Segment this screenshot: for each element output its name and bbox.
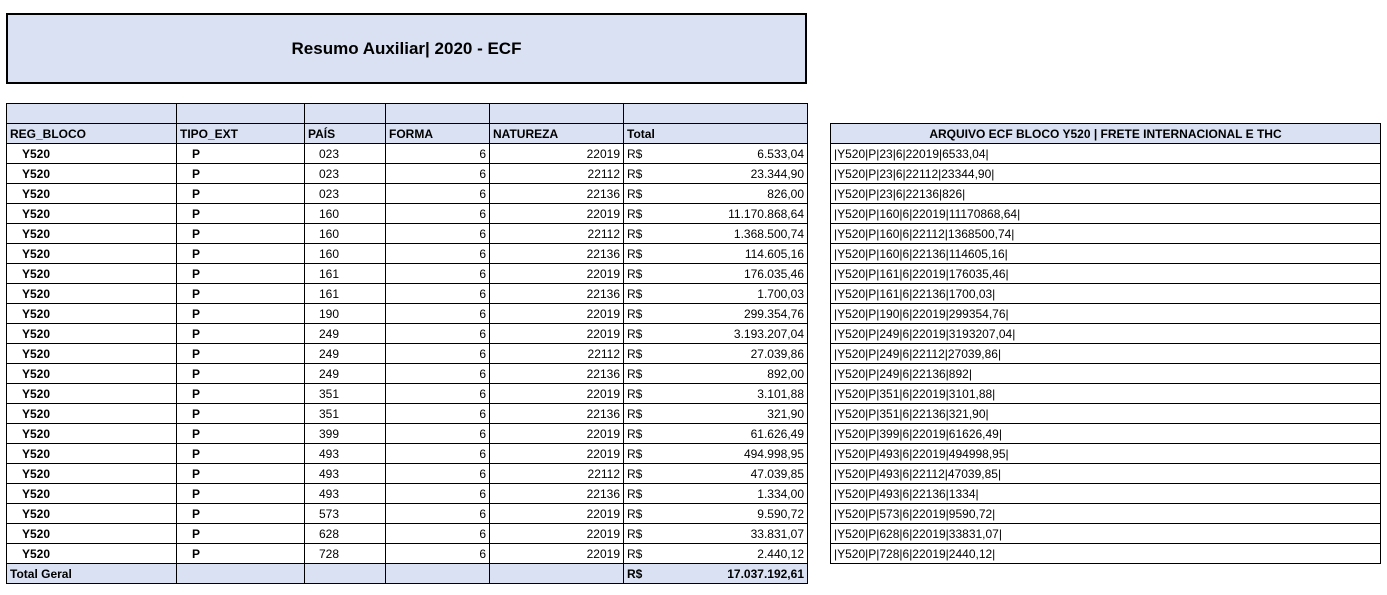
forma-cell[interactable]: 6 — [386, 464, 490, 484]
currency-label: R$ — [627, 206, 643, 221]
total-cell-content — [627, 525, 804, 543]
currency-label: R$ — [627, 506, 643, 521]
total-value: 61.626,49 — [750, 426, 804, 441]
tipo-ext-cell[interactable]: P — [177, 264, 305, 284]
grand-total-cell[interactable] — [624, 564, 808, 584]
ecf-row — [831, 204, 1381, 224]
currency-label: R$ — [627, 526, 643, 541]
tipo-ext-cell[interactable]: P — [177, 544, 305, 564]
table-row — [7, 264, 808, 284]
ecf-row — [831, 424, 1381, 444]
total-cell[interactable] — [624, 384, 808, 404]
total-value: 3.101,88 — [757, 386, 804, 401]
natureza-cell[interactable]: 22019 — [490, 384, 624, 404]
tipo-ext-cell[interactable]: P — [177, 484, 305, 504]
total-cell[interactable] — [624, 444, 808, 464]
pais-cell[interactable]: 573 — [305, 504, 386, 524]
forma-cell[interactable]: 6 — [386, 184, 490, 204]
total-cell-content — [627, 365, 804, 383]
forma-cell[interactable]: 6 — [386, 324, 490, 344]
tipo-ext-cell[interactable]: P — [177, 464, 305, 484]
total-value: 3.193.207,04 — [733, 326, 804, 341]
reg-bloco-cell[interactable]: Y520 — [7, 504, 177, 524]
ecf-row — [831, 144, 1381, 164]
reg-bloco-cell[interactable]: Y520 — [7, 344, 177, 364]
reg-bloco-cell[interactable]: Y520 — [7, 464, 177, 484]
total-cell[interactable] — [624, 264, 808, 284]
reg-bloco-cell[interactable]: Y520 — [7, 524, 177, 544]
col-header-natureza[interactable]: NATUREZA — [490, 124, 624, 144]
total-cell-content — [627, 425, 804, 443]
total-value: 892,00 — [767, 366, 804, 381]
ecf-line-cell[interactable]: |Y520|P|493|6|22136|1334| — [831, 484, 1381, 504]
table-row — [7, 364, 808, 384]
tipo-ext-cell[interactable]: P — [177, 364, 305, 384]
reg-bloco-cell[interactable]: Y520 — [7, 284, 177, 304]
ecf-row — [831, 404, 1381, 424]
pais-cell[interactable]: 160 — [305, 204, 386, 224]
currency-label: R$ — [627, 306, 643, 321]
forma-cell[interactable]: 6 — [386, 304, 490, 324]
total-cell[interactable] — [624, 504, 808, 524]
tipo-ext-cell[interactable]: P — [177, 244, 305, 264]
table-row — [7, 504, 808, 524]
reg-bloco-cell[interactable]: Y520 — [7, 164, 177, 184]
total-value: 6.533,04 — [757, 146, 804, 161]
total-cell-content — [627, 325, 804, 343]
forma-cell[interactable]: 6 — [386, 164, 490, 184]
total-value: 11.170.868,64 — [728, 206, 804, 221]
total-cell-content — [627, 405, 804, 423]
reg-bloco-cell[interactable]: Y520 — [7, 144, 177, 164]
natureza-cell[interactable]: 22019 — [490, 424, 624, 444]
currency-label: R$ — [627, 466, 643, 481]
pais-cell[interactable]: 351 — [305, 384, 386, 404]
natureza-cell[interactable]: 22019 — [490, 544, 624, 564]
total-cell-content — [627, 385, 804, 403]
pais-cell[interactable]: 249 — [305, 324, 386, 344]
total-cell[interactable] — [624, 344, 808, 364]
total-cell-content — [627, 205, 804, 223]
natureza-cell[interactable]: 22019 — [490, 324, 624, 344]
reg-bloco-cell[interactable]: Y520 — [7, 184, 177, 204]
total-cell[interactable] — [624, 144, 808, 164]
empty-cell[interactable] — [177, 564, 305, 584]
total-value: 176.035,46 — [743, 266, 804, 281]
empty-cell[interactable] — [490, 564, 624, 584]
total-cell-content — [627, 445, 804, 463]
total-cell-content — [627, 505, 804, 523]
ecf-line-cell[interactable]: |Y520|P|160|6|22136|114605,16| — [831, 244, 1381, 264]
ecf-line-cell[interactable]: |Y520|P|160|6|22019|11170868,64| — [831, 204, 1381, 224]
tipo-ext-cell[interactable]: P — [177, 444, 305, 464]
ecf-line-cell[interactable]: |Y520|P|23|6|22136|826| — [831, 184, 1381, 204]
reg-bloco-cell[interactable]: Y520 — [7, 304, 177, 324]
natureza-cell[interactable]: 22019 — [490, 204, 624, 224]
total-value: 1.700,03 — [757, 286, 804, 301]
ecf-row — [831, 184, 1381, 204]
pais-cell[interactable]: 351 — [305, 404, 386, 424]
pais-cell[interactable]: 023 — [305, 164, 386, 184]
ecf-line-cell[interactable]: |Y520|P|493|6|22112|47039,85| — [831, 464, 1381, 484]
natureza-cell[interactable]: 22136 — [490, 184, 624, 204]
total-value: 299.354,76 — [743, 306, 804, 321]
currency-label: R$ — [627, 426, 643, 441]
ecf-row — [831, 444, 1381, 464]
ecf-header-row — [831, 124, 1381, 144]
total-value: 9.590,72 — [757, 506, 804, 521]
reg-bloco-cell[interactable]: Y520 — [7, 324, 177, 344]
ecf-line-cell[interactable]: |Y520|P|161|6|22136|1700,03| — [831, 284, 1381, 304]
pais-cell[interactable]: 493 — [305, 464, 386, 484]
empty-cell[interactable] — [305, 564, 386, 584]
total-cell[interactable] — [624, 164, 808, 184]
ecf-row — [831, 384, 1381, 404]
currency-label: R$ — [627, 386, 643, 401]
table-row — [7, 404, 808, 424]
ecf-line-cell[interactable]: |Y520|P|573|6|22019|9590,72| — [831, 504, 1381, 524]
forma-cell[interactable]: 6 — [386, 264, 490, 284]
pais-cell[interactable]: 161 — [305, 264, 386, 284]
table-row — [7, 544, 808, 564]
forma-cell[interactable]: 6 — [386, 544, 490, 564]
forma-cell[interactable]: 6 — [386, 484, 490, 504]
table-row — [7, 204, 808, 224]
tipo-ext-cell[interactable]: P — [177, 384, 305, 404]
grand-total-value: 17.037.192,61 — [727, 566, 804, 581]
pais-cell[interactable]: 023 — [305, 184, 386, 204]
col-header-total[interactable]: Total — [624, 124, 808, 144]
ecf-line-cell[interactable]: |Y520|P|728|6|22019|2440,12| — [831, 544, 1381, 564]
total-cell-content — [627, 165, 804, 183]
ecf-line-cell[interactable]: |Y520|P|23|6|22019|6533,04| — [831, 144, 1381, 164]
total-cell-content — [627, 265, 804, 283]
total-value: 33.831,07 — [750, 526, 804, 541]
ecf-row — [831, 544, 1381, 564]
natureza-cell[interactable]: 22112 — [490, 344, 624, 364]
ecf-line-cell[interactable]: |Y520|P|249|6|22112|27039,86| — [831, 344, 1381, 364]
total-cell-content — [627, 465, 804, 483]
forma-cell[interactable]: 6 — [386, 424, 490, 444]
total-cell[interactable] — [624, 364, 808, 384]
total-cell-content — [627, 225, 804, 243]
currency-label: R$ — [627, 226, 643, 241]
total-value: 494.998,95 — [743, 446, 804, 461]
table-row — [7, 464, 808, 484]
ecf-row — [831, 324, 1381, 344]
forma-cell[interactable]: 6 — [386, 284, 490, 304]
reg-bloco-cell[interactable]: Y520 — [7, 244, 177, 264]
ecf-row — [831, 524, 1381, 544]
table-row — [7, 524, 808, 544]
ecf-row — [831, 504, 1381, 524]
natureza-cell[interactable]: 22112 — [490, 224, 624, 244]
total-cell-content — [627, 145, 804, 163]
ecf-table — [830, 123, 1381, 564]
ecf-line-cell[interactable]: |Y520|P|399|6|22019|61626,49| — [831, 424, 1381, 444]
ecf-row — [831, 264, 1381, 284]
tipo-ext-cell[interactable]: P — [177, 404, 305, 424]
table-row — [7, 384, 808, 404]
grand-total-content — [627, 565, 804, 583]
total-value: 2.440,12 — [757, 546, 804, 561]
table-row — [7, 424, 808, 444]
total-cell-content — [627, 545, 804, 563]
total-cell-content — [627, 245, 804, 263]
pais-cell[interactable]: 628 — [305, 524, 386, 544]
total-cell[interactable] — [624, 224, 808, 244]
forma-cell[interactable]: 6 — [386, 524, 490, 544]
table-row — [7, 184, 808, 204]
pais-cell[interactable]: 493 — [305, 444, 386, 464]
total-value: 23.344,90 — [750, 166, 804, 181]
col-header-tipo-ext[interactable]: TIPO_EXT — [177, 124, 305, 144]
tipo-ext-cell[interactable]: P — [177, 504, 305, 524]
summary-table — [6, 103, 808, 584]
tipo-ext-cell[interactable]: P — [177, 524, 305, 544]
ecf-row — [831, 484, 1381, 504]
natureza-cell[interactable]: 22136 — [490, 244, 624, 264]
tipo-ext-cell[interactable]: P — [177, 184, 305, 204]
column-header-row — [7, 124, 808, 144]
col-header-forma[interactable]: FORMA — [386, 124, 490, 144]
currency-label: R$ — [627, 246, 643, 261]
total-cell[interactable] — [624, 184, 808, 204]
total-cell-content — [627, 485, 804, 503]
tipo-ext-cell[interactable]: P — [177, 224, 305, 244]
ecf-line-cell[interactable]: |Y520|P|160|6|22112|1368500,74| — [831, 224, 1381, 244]
ecf-line-cell[interactable]: |Y520|P|249|6|22019|3193207,04| — [831, 324, 1381, 344]
col-header-pais[interactable]: PAÍS — [305, 124, 386, 144]
total-cell[interactable] — [624, 284, 808, 304]
natureza-cell[interactable]: 22019 — [490, 144, 624, 164]
ecf-line-cell[interactable]: |Y520|P|351|6|22019|3101,88| — [831, 384, 1381, 404]
total-cell[interactable] — [624, 424, 808, 444]
tipo-ext-cell[interactable]: P — [177, 144, 305, 164]
ecf-line-cell[interactable]: |Y520|P|190|6|22019|299354,76| — [831, 304, 1381, 324]
ecf-line-cell[interactable]: |Y520|P|493|6|22019|494998,95| — [831, 444, 1381, 464]
total-value: 47.039,85 — [750, 466, 804, 481]
pais-cell[interactable]: 249 — [305, 364, 386, 384]
grand-total-row — [7, 564, 808, 584]
title-box — [6, 13, 807, 84]
forma-cell[interactable]: 6 — [386, 384, 490, 404]
natureza-cell[interactable]: 22136 — [490, 404, 624, 424]
pais-cell[interactable]: 023 — [305, 144, 386, 164]
total-cell-content — [627, 305, 804, 323]
ecf-row — [831, 344, 1381, 364]
tipo-ext-cell[interactable]: P — [177, 344, 305, 364]
natureza-cell[interactable]: 22136 — [490, 284, 624, 304]
forma-cell[interactable]: 6 — [386, 144, 490, 164]
reg-bloco-cell[interactable]: Y520 — [7, 484, 177, 504]
total-cell[interactable] — [624, 404, 808, 424]
total-value: 321,90 — [767, 406, 804, 421]
ecf-row — [831, 464, 1381, 484]
ecf-row — [831, 224, 1381, 244]
ecf-line-cell[interactable]: |Y520|P|628|6|22019|33831,07| — [831, 524, 1381, 544]
tipo-ext-cell[interactable]: P — [177, 204, 305, 224]
total-value: 27.039,86 — [750, 346, 804, 361]
natureza-cell[interactable]: 22136 — [490, 364, 624, 384]
forma-cell[interactable]: 6 — [386, 204, 490, 224]
total-cell[interactable] — [624, 464, 808, 484]
reg-bloco-cell[interactable]: Y520 — [7, 444, 177, 464]
reg-bloco-cell[interactable]: Y520 — [7, 424, 177, 444]
reg-bloco-cell[interactable]: Y520 — [7, 544, 177, 564]
ecf-row — [831, 244, 1381, 264]
tipo-ext-cell[interactable]: P — [177, 304, 305, 324]
total-value: 114.605,16 — [744, 246, 804, 261]
currency-label: R$ — [627, 146, 643, 161]
natureza-cell[interactable]: 22019 — [490, 524, 624, 544]
pais-cell[interactable]: 190 — [305, 304, 386, 324]
table-row — [7, 444, 808, 464]
forma-cell[interactable]: 6 — [386, 504, 490, 524]
currency-label: R$ — [627, 286, 643, 301]
total-cell[interactable] — [624, 544, 808, 564]
total-value: 1.368.500,74 — [733, 226, 804, 241]
page-title: Resumo Auxiliar| 2020 - ECF — [291, 38, 522, 58]
total-cell[interactable] — [624, 304, 808, 324]
table-row — [7, 484, 808, 504]
ecf-line-cell[interactable]: |Y520|P|249|6|22136|892| — [831, 364, 1381, 384]
total-cell[interactable] — [624, 524, 808, 544]
natureza-cell[interactable]: 22019 — [490, 444, 624, 464]
table-row — [7, 244, 808, 264]
forma-cell[interactable]: 6 — [386, 444, 490, 464]
ecf-row — [831, 364, 1381, 384]
reg-bloco-cell[interactable]: Y520 — [7, 384, 177, 404]
table-row — [7, 284, 808, 304]
currency-label: R$ — [627, 406, 643, 421]
pais-cell[interactable]: 728 — [305, 544, 386, 564]
forma-cell[interactable]: 6 — [386, 404, 490, 424]
blank-header-row — [7, 104, 808, 124]
ecf-row — [831, 164, 1381, 184]
forma-cell[interactable]: 6 — [386, 364, 490, 384]
forma-cell[interactable]: 6 — [386, 224, 490, 244]
reg-bloco-cell[interactable]: Y520 — [7, 204, 177, 224]
currency-label: R$ — [627, 366, 643, 381]
currency-label: R$ — [627, 266, 643, 281]
natureza-cell[interactable]: 22019 — [490, 504, 624, 524]
currency-label: R$ — [627, 486, 643, 501]
tipo-ext-cell[interactable]: P — [177, 284, 305, 304]
currency-label: R$ — [627, 186, 643, 201]
table-row — [7, 344, 808, 364]
table-row — [7, 324, 808, 344]
currency-label: R$ — [627, 566, 643, 581]
col-header-reg-bloco[interactable]: REG_BLOCO — [7, 124, 177, 144]
natureza-cell[interactable]: 22112 — [490, 464, 624, 484]
pais-cell[interactable]: 249 — [305, 344, 386, 364]
tipo-ext-cell[interactable]: P — [177, 424, 305, 444]
natureza-cell[interactable]: 22112 — [490, 164, 624, 184]
tipo-ext-cell[interactable]: P — [177, 324, 305, 344]
forma-cell[interactable]: 6 — [386, 244, 490, 264]
total-cell-content — [627, 345, 804, 363]
currency-label: R$ — [627, 546, 643, 561]
empty-cell[interactable] — [386, 564, 490, 584]
natureza-cell[interactable]: 22136 — [490, 484, 624, 504]
ecf-line-cell[interactable]: |Y520|P|351|6|22136|321,90| — [831, 404, 1381, 424]
table-row — [7, 144, 808, 164]
currency-label: R$ — [627, 346, 643, 361]
ecf-header[interactable]: ARQUIVO ECF BLOCO Y520 | FRETE INTERNACIONAL E THC — [831, 124, 1381, 144]
ecf-line-cell[interactable]: |Y520|P|161|6|22019|176035,46| — [831, 264, 1381, 284]
total-value: 1.334,00 — [757, 486, 804, 501]
currency-label: R$ — [627, 166, 643, 181]
total-cell[interactable] — [624, 244, 808, 264]
total-value: 826,00 — [767, 186, 804, 201]
total-cell-content — [627, 285, 804, 303]
ecf-row — [831, 284, 1381, 304]
reg-bloco-cell[interactable]: Y520 — [7, 264, 177, 284]
reg-bloco-cell[interactable]: Y520 — [7, 364, 177, 384]
table-row — [7, 304, 808, 324]
ecf-row — [831, 304, 1381, 324]
currency-label: R$ — [627, 446, 643, 461]
table-row — [7, 164, 808, 184]
total-cell-content — [627, 185, 804, 203]
pais-cell[interactable]: 160 — [305, 224, 386, 244]
pais-cell[interactable]: 399 — [305, 424, 386, 444]
pais-cell[interactable]: 493 — [305, 484, 386, 504]
table-row — [7, 224, 808, 244]
natureza-cell[interactable]: 22019 — [490, 264, 624, 284]
natureza-cell[interactable]: 22019 — [490, 304, 624, 324]
currency-label: R$ — [627, 326, 643, 341]
reg-bloco-cell[interactable]: Y520 — [7, 404, 177, 424]
grand-total-label[interactable]: Total Geral — [7, 564, 177, 584]
tipo-ext-cell[interactable]: P — [177, 164, 305, 184]
forma-cell[interactable]: 6 — [386, 344, 490, 364]
reg-bloco-cell[interactable]: Y520 — [7, 224, 177, 244]
total-cell[interactable] — [624, 484, 808, 504]
ecf-line-cell[interactable]: |Y520|P|23|6|22112|23344,90| — [831, 164, 1381, 184]
pais-cell[interactable]: 160 — [305, 244, 386, 264]
total-cell[interactable] — [624, 204, 808, 224]
total-cell[interactable] — [624, 324, 808, 344]
pais-cell[interactable]: 161 — [305, 284, 386, 304]
